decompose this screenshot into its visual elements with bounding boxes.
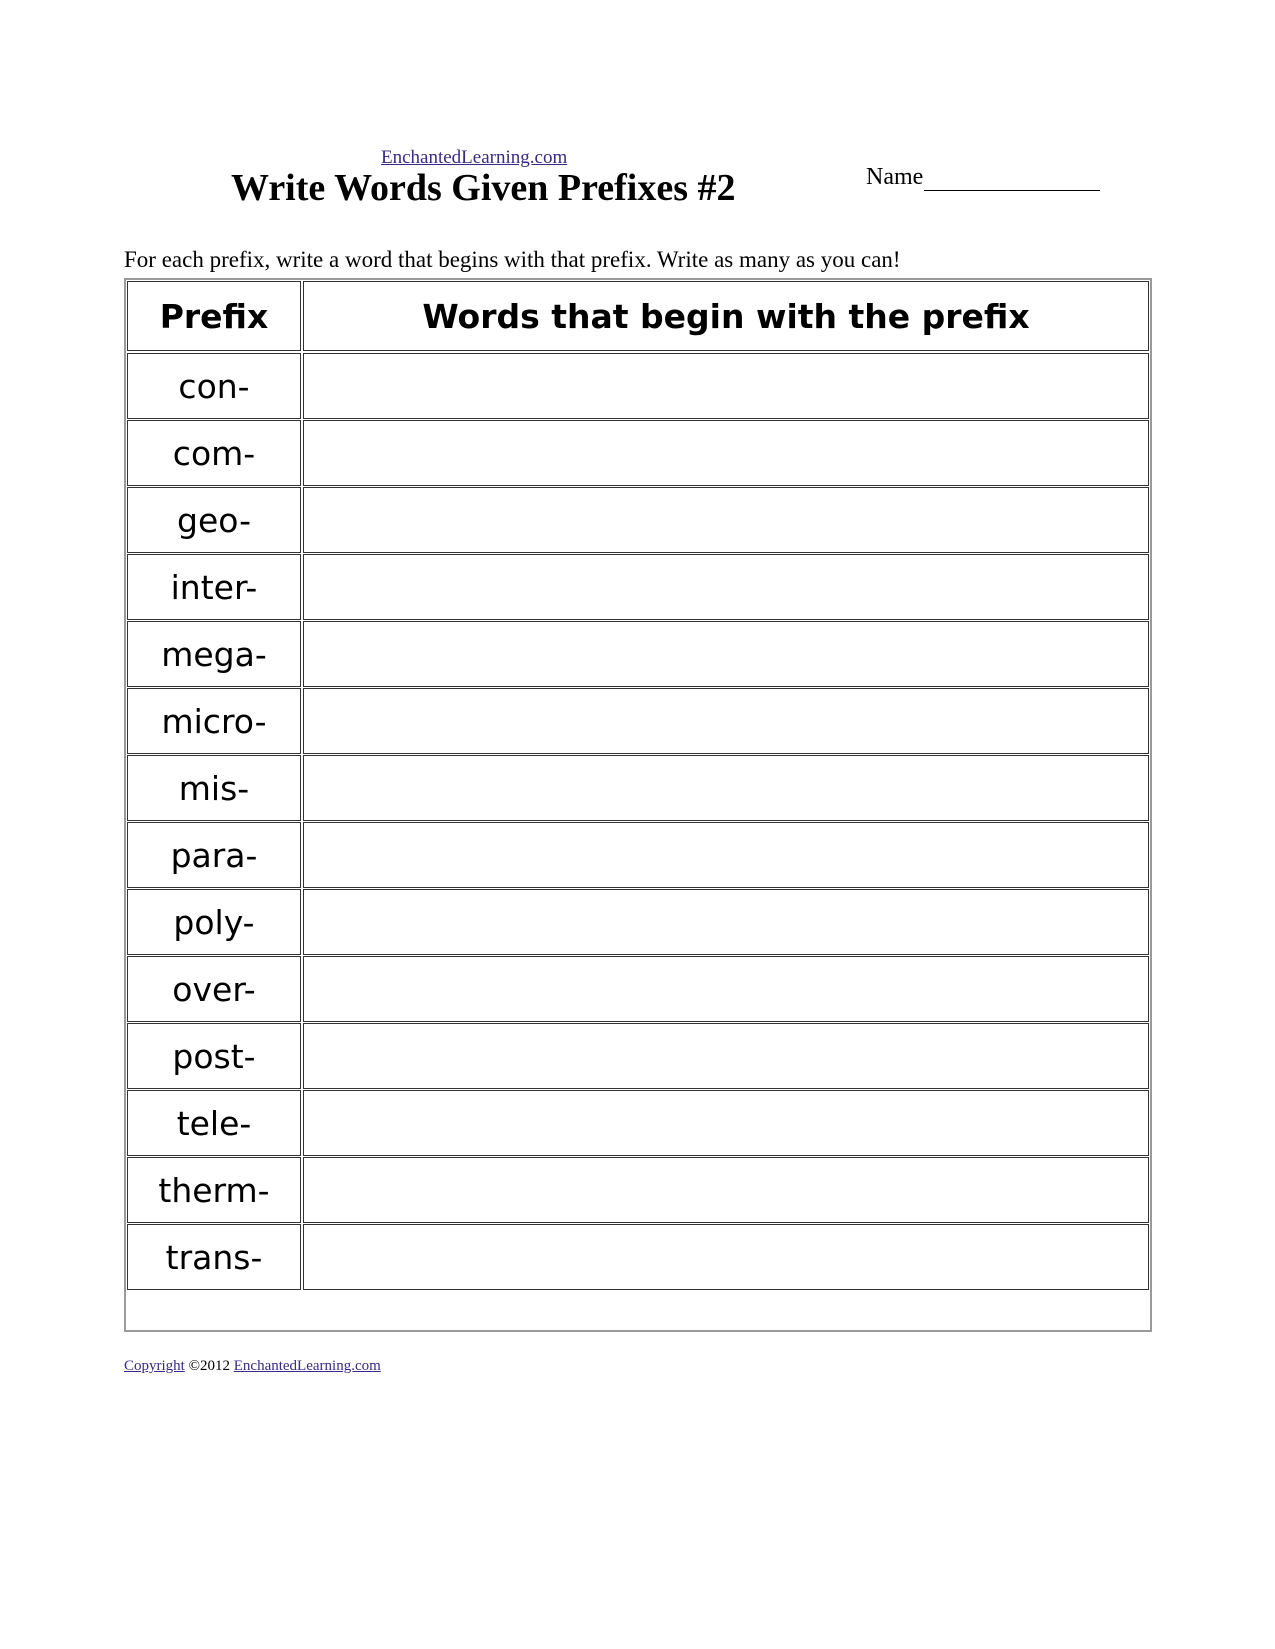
prefix-cell: trans- (127, 1224, 301, 1290)
copyright-link[interactable]: Copyright (124, 1358, 185, 1374)
answer-cell[interactable] (303, 1023, 1149, 1089)
site-link-top[interactable]: EnchantedLearning.com (381, 147, 568, 168)
prefix-cell: poly- (127, 889, 301, 955)
footer-site-link[interactable]: EnchantedLearning.com (233, 1358, 381, 1374)
prefix-cell: tele- (127, 1090, 301, 1156)
prefix-cell: com- (127, 420, 301, 486)
prefix-cell: para- (127, 822, 301, 888)
prefix-cell: therm- (127, 1157, 301, 1223)
answer-cell[interactable] (303, 420, 1149, 486)
answer-cell[interactable] (303, 755, 1149, 821)
answer-cell[interactable] (303, 554, 1149, 620)
name-label: Name (866, 164, 924, 190)
page-title: Write Words Given Prefixes #2 (231, 167, 736, 209)
answer-cell[interactable] (303, 353, 1149, 419)
answer-cell[interactable] (303, 1224, 1149, 1290)
answer-cell[interactable] (303, 1090, 1149, 1156)
prefix-cell: mis- (127, 755, 301, 821)
header-prefix-cell: Prefix (127, 281, 301, 351)
answer-cell[interactable] (303, 1157, 1149, 1223)
name-field (866, 164, 1100, 191)
copyright-year: ©2012 (184, 1358, 234, 1374)
answer-cell[interactable] (303, 822, 1149, 888)
prefix-cell: geo- (127, 487, 301, 553)
footer (124, 1358, 381, 1375)
answer-cell[interactable] (303, 889, 1149, 955)
answer-cell[interactable] (303, 487, 1149, 553)
header-words-cell: Words that begin with the prefix (303, 281, 1149, 351)
prefix-cell: mega- (127, 621, 301, 687)
name-blank-line[interactable] (924, 164, 1100, 191)
prefix-cell: over- (127, 956, 301, 1022)
prefix-table (124, 278, 1152, 1332)
answer-cell[interactable] (303, 621, 1149, 687)
answer-cell[interactable] (303, 956, 1149, 1022)
prefix-cell: con- (127, 353, 301, 419)
instructions-text: For each prefix, write a word that begins with that prefix. Write as many as you can! (124, 247, 901, 272)
prefix-cell: inter- (127, 554, 301, 620)
prefix-cell: micro- (127, 688, 301, 754)
prefix-cell: post- (127, 1023, 301, 1089)
answer-cell[interactable] (303, 688, 1149, 754)
